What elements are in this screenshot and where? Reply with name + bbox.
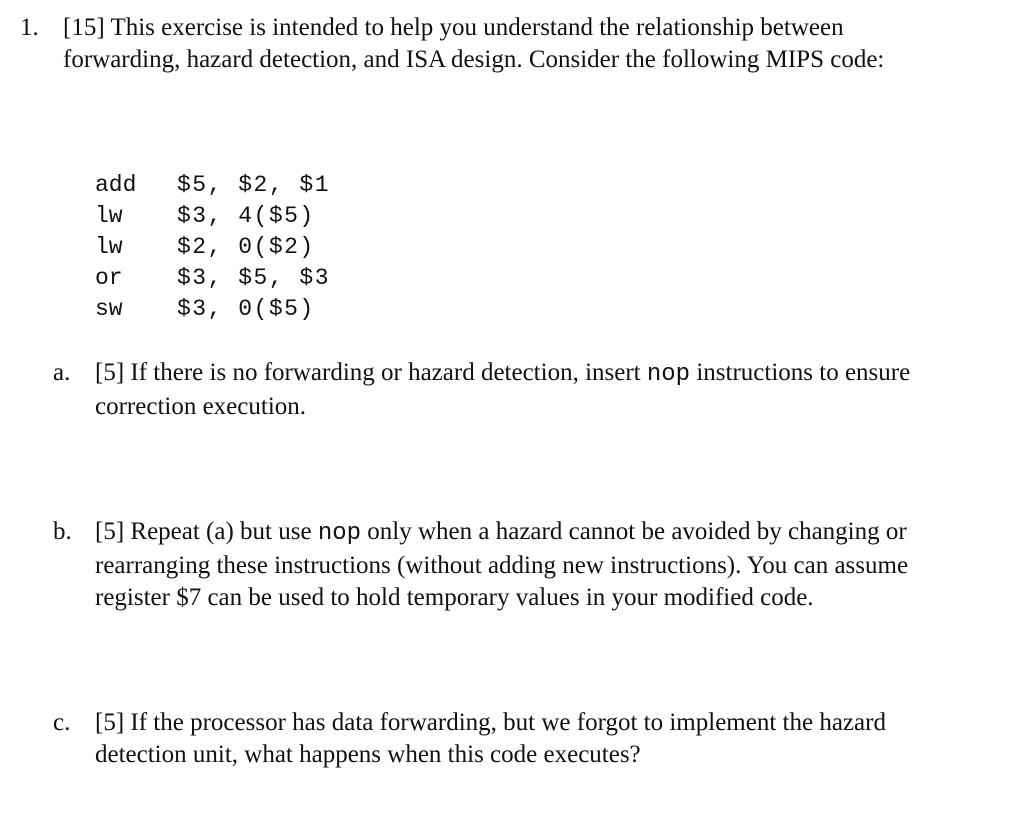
code-opcode: lw bbox=[95, 203, 123, 229]
question-intro-line: [15] This exercise is intended to help you understand the relationship between bbox=[63, 14, 844, 41]
part-a-label: a. bbox=[53, 359, 71, 386]
part-b-label: b. bbox=[53, 518, 72, 545]
part-b-line-3: register $7 can be used to hold temporary values in your modified code. bbox=[95, 584, 814, 611]
mips-code-block bbox=[95, 170, 330, 325]
question-number: 1. bbox=[20, 14, 39, 41]
code-line bbox=[95, 201, 330, 232]
part-b-text-segment: [5] Repeat (a) but use bbox=[95, 518, 318, 545]
part-a-text-segment: instructions to ensure bbox=[690, 359, 911, 386]
part-b-line-2: rearranging these instructions (without adding new instructions). You can assume bbox=[95, 552, 909, 579]
part-c-line-2: detection unit, what happens when this code executes? bbox=[95, 741, 641, 768]
code-operands: $3, $5, $3 bbox=[177, 265, 331, 291]
code-line bbox=[95, 170, 330, 201]
part-b-text bbox=[95, 516, 1015, 614]
code-operands: $2, 0($2) bbox=[177, 234, 315, 260]
question-intro bbox=[63, 12, 1013, 76]
code-line bbox=[95, 263, 330, 294]
part-b-line-1 bbox=[95, 516, 1015, 550]
code-opcode: or bbox=[95, 265, 123, 291]
code-operands: $5, $2, $1 bbox=[177, 172, 331, 198]
part-a-text-segment: [5] If there is no forwarding or hazard detection, insert bbox=[95, 359, 647, 386]
part-c-text bbox=[95, 707, 1015, 771]
part-a-text bbox=[95, 357, 1015, 423]
part-c-line-1: [5] If the processor has data forwarding, but we forgot to implement the hazard bbox=[95, 709, 886, 736]
part-c-label: c. bbox=[53, 709, 71, 736]
code-opcode: lw bbox=[95, 234, 123, 260]
code-line bbox=[95, 294, 330, 325]
code-opcode: add bbox=[95, 172, 137, 198]
code-line bbox=[95, 232, 330, 263]
part-a-line-2: correction execution. bbox=[95, 393, 307, 420]
code-opcode: sw bbox=[95, 296, 123, 322]
nop-keyword: nop bbox=[646, 361, 691, 388]
nop-keyword: nop bbox=[317, 520, 362, 547]
code-operands: $3, 4($5) bbox=[177, 203, 315, 229]
code-operands: $3, 0($5) bbox=[177, 296, 315, 322]
part-a-line-1 bbox=[95, 357, 1015, 391]
question-intro-line: forwarding, hazard detection, and ISA design. Consider the following MIPS code: bbox=[63, 46, 885, 73]
part-b-text-segment: only when a hazard cannot be avoided by changing or bbox=[361, 518, 907, 545]
